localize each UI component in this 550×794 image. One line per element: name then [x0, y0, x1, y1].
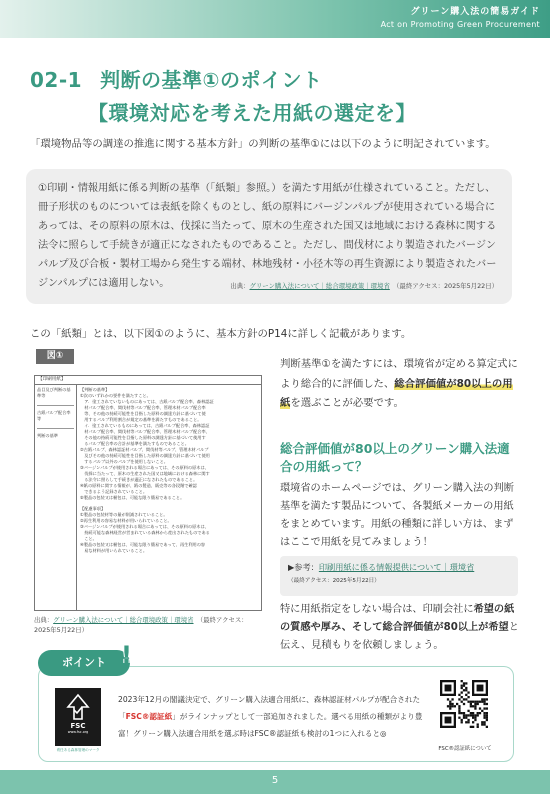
table-line: ①製品の包装材等の量が削減されていること。	[80, 512, 168, 517]
qr-module	[474, 714, 476, 716]
qr-module	[465, 694, 467, 696]
point-tag	[38, 641, 132, 676]
qr-module	[465, 689, 467, 691]
qr-module	[449, 701, 451, 703]
qr-module	[486, 707, 488, 709]
qr-module	[472, 705, 474, 707]
qr-module	[458, 698, 460, 700]
source-access: （最終アクセス：2025年5月22日）	[396, 282, 498, 290]
ref-prefix: ▶参考：	[288, 562, 319, 572]
qr-module	[449, 705, 451, 707]
qr-module	[445, 717, 452, 724]
table-line: ④製品の包装又は梱包は、可能な限り簡易であって、再生利用の容	[80, 542, 206, 547]
section-number: 02-1	[30, 68, 83, 92]
qr-module	[481, 710, 483, 712]
qr-module	[456, 703, 458, 705]
qr-module	[458, 717, 460, 719]
qr-module	[470, 712, 472, 714]
table-line: できるよう記録されていること。	[80, 489, 148, 494]
tree-check-icon	[66, 693, 90, 721]
figure-intro: この「紙類」とは、以下図①のように、基本方針のP14に詳しく記載があります。	[30, 328, 412, 340]
qr-module	[470, 714, 472, 716]
qr-module	[470, 726, 472, 728]
qr-module	[481, 698, 483, 700]
qr-module	[461, 721, 463, 723]
ref-access: （最終アクセス：2025年5月22日）	[288, 578, 380, 584]
table-cell: 品目及び判断の基準等	[37, 387, 71, 398]
table-line: 持続可能な森林経営が営まれている森林から産出されたものである	[80, 530, 210, 535]
text-span: 特に用紙指定をしない場合は、印刷会社に	[280, 604, 474, 615]
qr-module	[461, 701, 463, 703]
qr-module	[451, 703, 453, 705]
table-line: イ．塗工されているものにあっては、古紙パルプ配合率、森林認証	[80, 423, 210, 428]
page-number: 5	[271, 775, 279, 786]
qr-module	[465, 687, 467, 689]
source-access: （最終アクセス：2025年5月22日）	[34, 616, 248, 634]
section-title-line1: 判断の基準①のポイント	[100, 68, 323, 92]
qr-module	[472, 712, 474, 714]
qr-module	[467, 696, 469, 698]
qr-module	[472, 701, 474, 703]
qr-module	[483, 703, 485, 705]
qr-module	[463, 714, 465, 716]
figure-source	[34, 615, 262, 635]
reference-box	[280, 556, 518, 596]
qr-module	[477, 701, 479, 703]
table-line: 及びその他の持続可能性を目指した原料の調達方針に基づいて使用	[80, 453, 210, 458]
qr-module	[486, 717, 488, 719]
qr-module	[447, 705, 449, 707]
fsc-mark: FSC	[70, 722, 86, 730]
table-line: 易な材料が用いられていること。	[80, 548, 148, 553]
qr-module	[483, 707, 485, 709]
qr-module	[483, 717, 485, 719]
fsc-paper-emphasis: FSC®認証紙	[125, 712, 173, 721]
qr-module	[454, 705, 456, 707]
qr-module	[465, 714, 467, 716]
text-span: 判断基準①を満たすには、環境省が定める算定式により総合的に評価した、	[280, 358, 518, 390]
qr-module	[477, 712, 479, 714]
text-span: を選ぶことが必要です。	[290, 397, 404, 409]
qr-module	[463, 698, 465, 700]
text-span: 2023年12月の閣議決定で、グリーン購入法適合用紙に、森林認証材パルプが配合された「	[118, 695, 421, 721]
qr-module	[470, 705, 472, 707]
qr-module	[472, 717, 474, 719]
quote-text: ①印刷・情報用紙に係る判断の基準（「紙類」参照。）を満たす用紙が仕様されていること。ただし、冊子形状のものについては表紙を除くものとし、紙の原料にバージンパルプが使用されている場合にあっては、その原料の原木は、伐採に当たって、原木の生産された国又は地域における森林に関する法令に照らして手続きが適正になされたものであること。ただし、間伐材により製造されたバージンパルプ及び合板・製材工場から発生する端材、林地残材・小径木等の再生資源により製造されたバージンパルプには適用しない。	[38, 183, 497, 289]
table-line: 【配慮事項】	[80, 506, 106, 511]
qr-module	[461, 680, 463, 682]
qr-module	[461, 691, 463, 693]
qr-module	[470, 703, 472, 705]
qr-module	[458, 707, 460, 709]
ministry-paragraph: 環境省のホームページでは、グリーン購入法の判断基準を満たす製品について、各製紙メーカーの用紙をまとめています。用紙の種類に詳しい方は、まずはここで用紙を見てみましょう！	[280, 483, 514, 548]
qr-module	[449, 703, 451, 705]
table-line: ア．塗工されていないものにあっては、古紙パルプ配合率、森林認証	[80, 399, 214, 404]
qr-module	[483, 712, 485, 714]
quote-source	[230, 277, 498, 296]
qr-module	[474, 707, 476, 709]
qr-module	[461, 685, 463, 687]
qr-module	[465, 682, 467, 684]
qr-module	[463, 682, 465, 684]
fsc-caption: 責任ある森林管理のマーク	[56, 748, 100, 752]
text-span: 」がラインナップとして一部追加されました。選べる用紙の種類がより豊富！グリーン購入法適合用紙を選ぶ時はFSC®認証紙も検討の1つに入れると◎	[118, 712, 423, 738]
qr-module	[486, 714, 488, 716]
qr-module	[483, 714, 485, 716]
table-line: 【判断の基準】	[80, 387, 110, 392]
qr-module	[474, 719, 476, 721]
table-line: る法令に照らして手続きが適正になされたものであること。	[80, 477, 198, 482]
qr-module	[467, 719, 469, 721]
sub-heading: 総合評価値が80以上のグリーン購入法適合の用紙って？	[280, 441, 510, 474]
qr-module	[486, 712, 488, 714]
table-line: 用するパルプ利用割合が規定の基準を満たすものであること。	[80, 417, 202, 422]
qr-module	[479, 707, 481, 709]
qr-module	[458, 712, 460, 714]
qr-module	[458, 710, 460, 712]
qr-module	[449, 707, 451, 709]
qr-module	[467, 721, 469, 723]
qr-module	[465, 698, 467, 700]
qr-module	[486, 703, 488, 705]
qr-module	[483, 698, 485, 700]
highlight-text: 総合評価値が80以上の用紙	[280, 377, 513, 409]
qr-module	[474, 717, 476, 719]
qr-module	[467, 691, 469, 693]
qr-module	[474, 703, 476, 705]
qr-module	[481, 721, 483, 723]
header	[381, 4, 540, 29]
fsc-url: www.fsc.org	[67, 730, 89, 734]
qr-module	[477, 714, 479, 716]
qr-module	[474, 705, 476, 707]
qr-module	[481, 701, 483, 703]
qr-module	[458, 705, 460, 707]
criteria-paragraph	[280, 355, 522, 414]
section-title	[30, 64, 416, 126]
qr-module	[483, 723, 485, 725]
qr-module	[461, 712, 463, 714]
source-label: 出典：	[230, 282, 250, 290]
quote-source-link[interactable]: グリーン購入法について｜総合環境政策｜環境省	[249, 282, 390, 290]
table-line: 等、その他の持続可能性を目指した原料の調達方針に基づいて使	[80, 411, 206, 416]
point-tag-label: ポイント	[62, 656, 106, 669]
qr-module	[479, 712, 481, 714]
qr-module	[483, 721, 485, 723]
table-line: ②古紙パルプ、森林認証材パルプ、間伐材等パルプ、管理木材パルプ	[80, 447, 209, 452]
table-cell: 判断の基準	[37, 433, 58, 438]
figure-table-col2	[77, 385, 261, 610]
qr-module	[463, 689, 465, 691]
point-text	[118, 691, 430, 742]
reference-link[interactable]: 印刷用紙に係る情報提供について｜環境省	[318, 562, 475, 572]
table-cell: 古紙パルプ配合率等	[37, 410, 71, 421]
table-line: 伐採に当たって、原木の生産された国又は地域における森林に関す	[80, 471, 210, 476]
table-line: ⑤製品の包装又は梱包は、可能な限り簡易であること。	[80, 495, 185, 500]
intro-text: 「環境物品等の調達の推進に関する基本方針」の判断の基準①には以下のように明記されています。	[30, 138, 496, 150]
qr-module	[483, 701, 485, 703]
qr-module	[477, 703, 479, 705]
fsc-logo	[55, 688, 101, 746]
qr-module	[447, 698, 449, 700]
figure-label: 図①	[36, 349, 74, 364]
qr-module	[474, 701, 476, 703]
figure-source-link[interactable]: グリーン購入法について｜総合環境政策｜環境省	[53, 616, 194, 624]
qr-module	[477, 723, 479, 725]
qr-module	[458, 694, 460, 696]
figure-table-head: 【印刷用紙】	[35, 376, 261, 385]
qr-module	[477, 685, 484, 692]
qr-module	[463, 712, 465, 714]
qr-module	[463, 685, 465, 687]
qr-caption: FSC®認証紙について	[438, 746, 492, 752]
qr-module	[461, 696, 463, 698]
qr-module	[486, 719, 488, 721]
text-span: と伝え、見積もりを依頼しましょう。	[280, 622, 519, 651]
qr-module	[486, 726, 488, 728]
qr-module	[451, 698, 453, 700]
table-line: るパルプ配合率の合計が基準を満たすものであること。	[80, 441, 189, 446]
qr-module	[465, 717, 467, 719]
qr-module	[467, 710, 469, 712]
quote-box	[26, 169, 512, 304]
qr-module	[470, 701, 472, 703]
qr-module	[463, 703, 465, 705]
qr-module	[461, 687, 463, 689]
qr-code[interactable]	[440, 680, 488, 728]
table-line: ③バージンパルプが使用される場合にあっては、その原料の原木は、	[80, 465, 209, 470]
section-title-line2: 【環境対応を考えた用紙の選定を】	[88, 101, 416, 125]
qr-module	[479, 701, 481, 703]
guide-subtitle: Act on Promoting Green Procurement	[380, 20, 540, 29]
qr-module	[472, 714, 474, 716]
table-line: 材パルプ配合率、間伐材等パルプ配合率、管理木材パルプ配合率、	[80, 429, 210, 434]
table-line: ①次のいずれかの要件を満たすこと。	[80, 393, 151, 398]
bold-text: 希望の紙の質感や厚み、そして総合評価値が80以上が希望	[280, 604, 515, 633]
table-line: 材パルプ配合率、間伐材等パルプ配合率、管理木材パルプ配合率	[80, 405, 206, 410]
table-line: その他の持続可能性を目指した原料の調達方針に基づいて使用す	[80, 435, 206, 440]
qr-module	[472, 721, 474, 723]
qr-module	[467, 714, 469, 716]
qr-module	[451, 705, 453, 707]
table-line: ③バージンパルプが使用される場合にあっては、その原料の原木は、	[80, 524, 209, 529]
qr-module	[445, 685, 452, 692]
qr-module	[467, 701, 469, 703]
source-label: 出典：	[34, 616, 54, 624]
table-line: するパルプ以外のパルプを使用しないこと。	[80, 459, 168, 464]
qr-module	[472, 726, 474, 728]
request-paragraph	[280, 601, 522, 655]
qr-module	[481, 723, 483, 725]
table-line: ②再生利用の容易な材料が用いられていること。	[80, 518, 172, 523]
table-line: こと。	[80, 536, 97, 541]
qr-module	[461, 719, 463, 721]
guide-title: グリーン購入法の簡易ガイド	[410, 7, 540, 17]
qr-module	[465, 721, 467, 723]
qr-module	[477, 726, 479, 728]
qr-module	[486, 698, 488, 700]
figure-table-col1	[35, 385, 77, 610]
table-line: ④紙の原料に関する情報が、紙の製造、販売等の各段階で確認	[80, 483, 197, 488]
figure-table	[34, 375, 262, 611]
qr-module	[463, 717, 465, 719]
exclamation-icon: !	[121, 641, 132, 669]
